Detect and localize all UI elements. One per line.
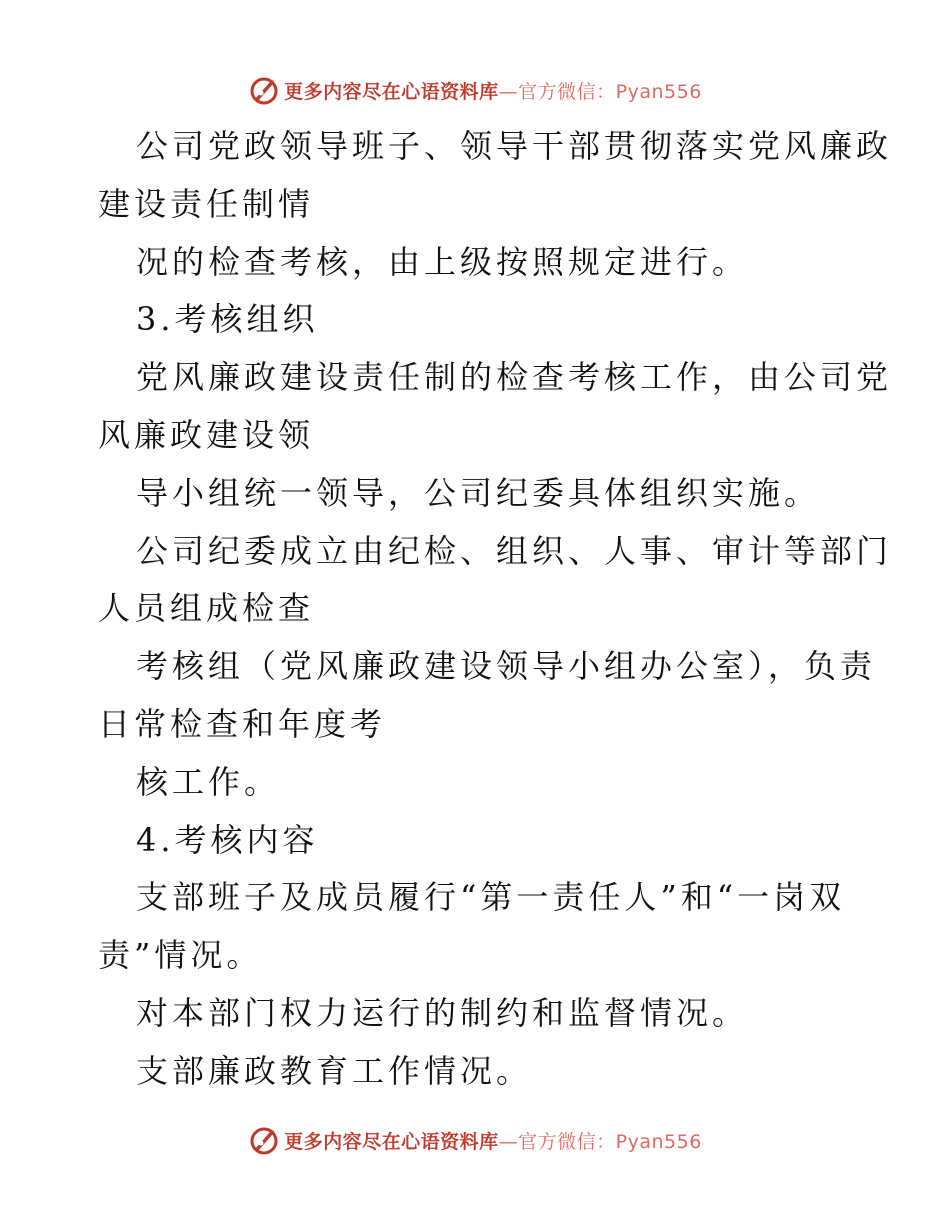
text-line: 责”情况。 bbox=[98, 936, 263, 975]
quill-circle-logo-icon bbox=[248, 1124, 280, 1156]
watermark-wechat-text: —官方微信：Pyan556 bbox=[498, 1130, 702, 1153]
text-line: 公司纪委成立由纪检、组织、人事、审计等部门 bbox=[136, 531, 893, 570]
watermark-main-text: 更多内容尽在心语资料库 bbox=[284, 80, 499, 103]
footer-watermark bbox=[0, 1122, 950, 1158]
text-line: 公司党政领导班子、领导干部贯彻落实党风廉政 bbox=[136, 127, 893, 165]
text-line: 对本部门权力运行的制约和监督情况。 bbox=[136, 993, 749, 1032]
text-line: 风廉政建设领 bbox=[98, 415, 315, 454]
text-line: 导小组统一领导，公司纪委具体组织实施。 bbox=[136, 473, 821, 512]
text-line: 党风廉政建设责任制的检查考核工作，由公司党 bbox=[136, 358, 893, 397]
text-line: 支部廉政教育工作情况。 bbox=[136, 1051, 533, 1090]
watermark-main-text: 更多内容尽在心语资料库 bbox=[284, 1130, 499, 1153]
quill-circle-logo-icon bbox=[248, 74, 280, 106]
text-line: 况的检查考核，由上级按照规定进行。 bbox=[136, 242, 749, 281]
text-line: 人员组成检查 bbox=[98, 589, 315, 628]
text-line: 日常检查和年度考 bbox=[98, 704, 387, 743]
text-line: 支部班子及成员履行“第一责任人”和“一岗双 bbox=[136, 878, 846, 917]
document-body bbox=[98, 118, 893, 1101]
section-heading: 4.考核内容 bbox=[136, 820, 319, 859]
watermark-wechat-text: —官方微信：Pyan556 bbox=[498, 80, 702, 103]
text-line: 建设责任制情 bbox=[98, 184, 315, 223]
header-watermark bbox=[0, 72, 950, 108]
text-line: 核工作。 bbox=[136, 762, 281, 801]
section-heading: 3.考核组织 bbox=[136, 300, 319, 339]
text-line: 考核组（党风廉政建设领导小组办公室），负责 bbox=[136, 647, 877, 686]
